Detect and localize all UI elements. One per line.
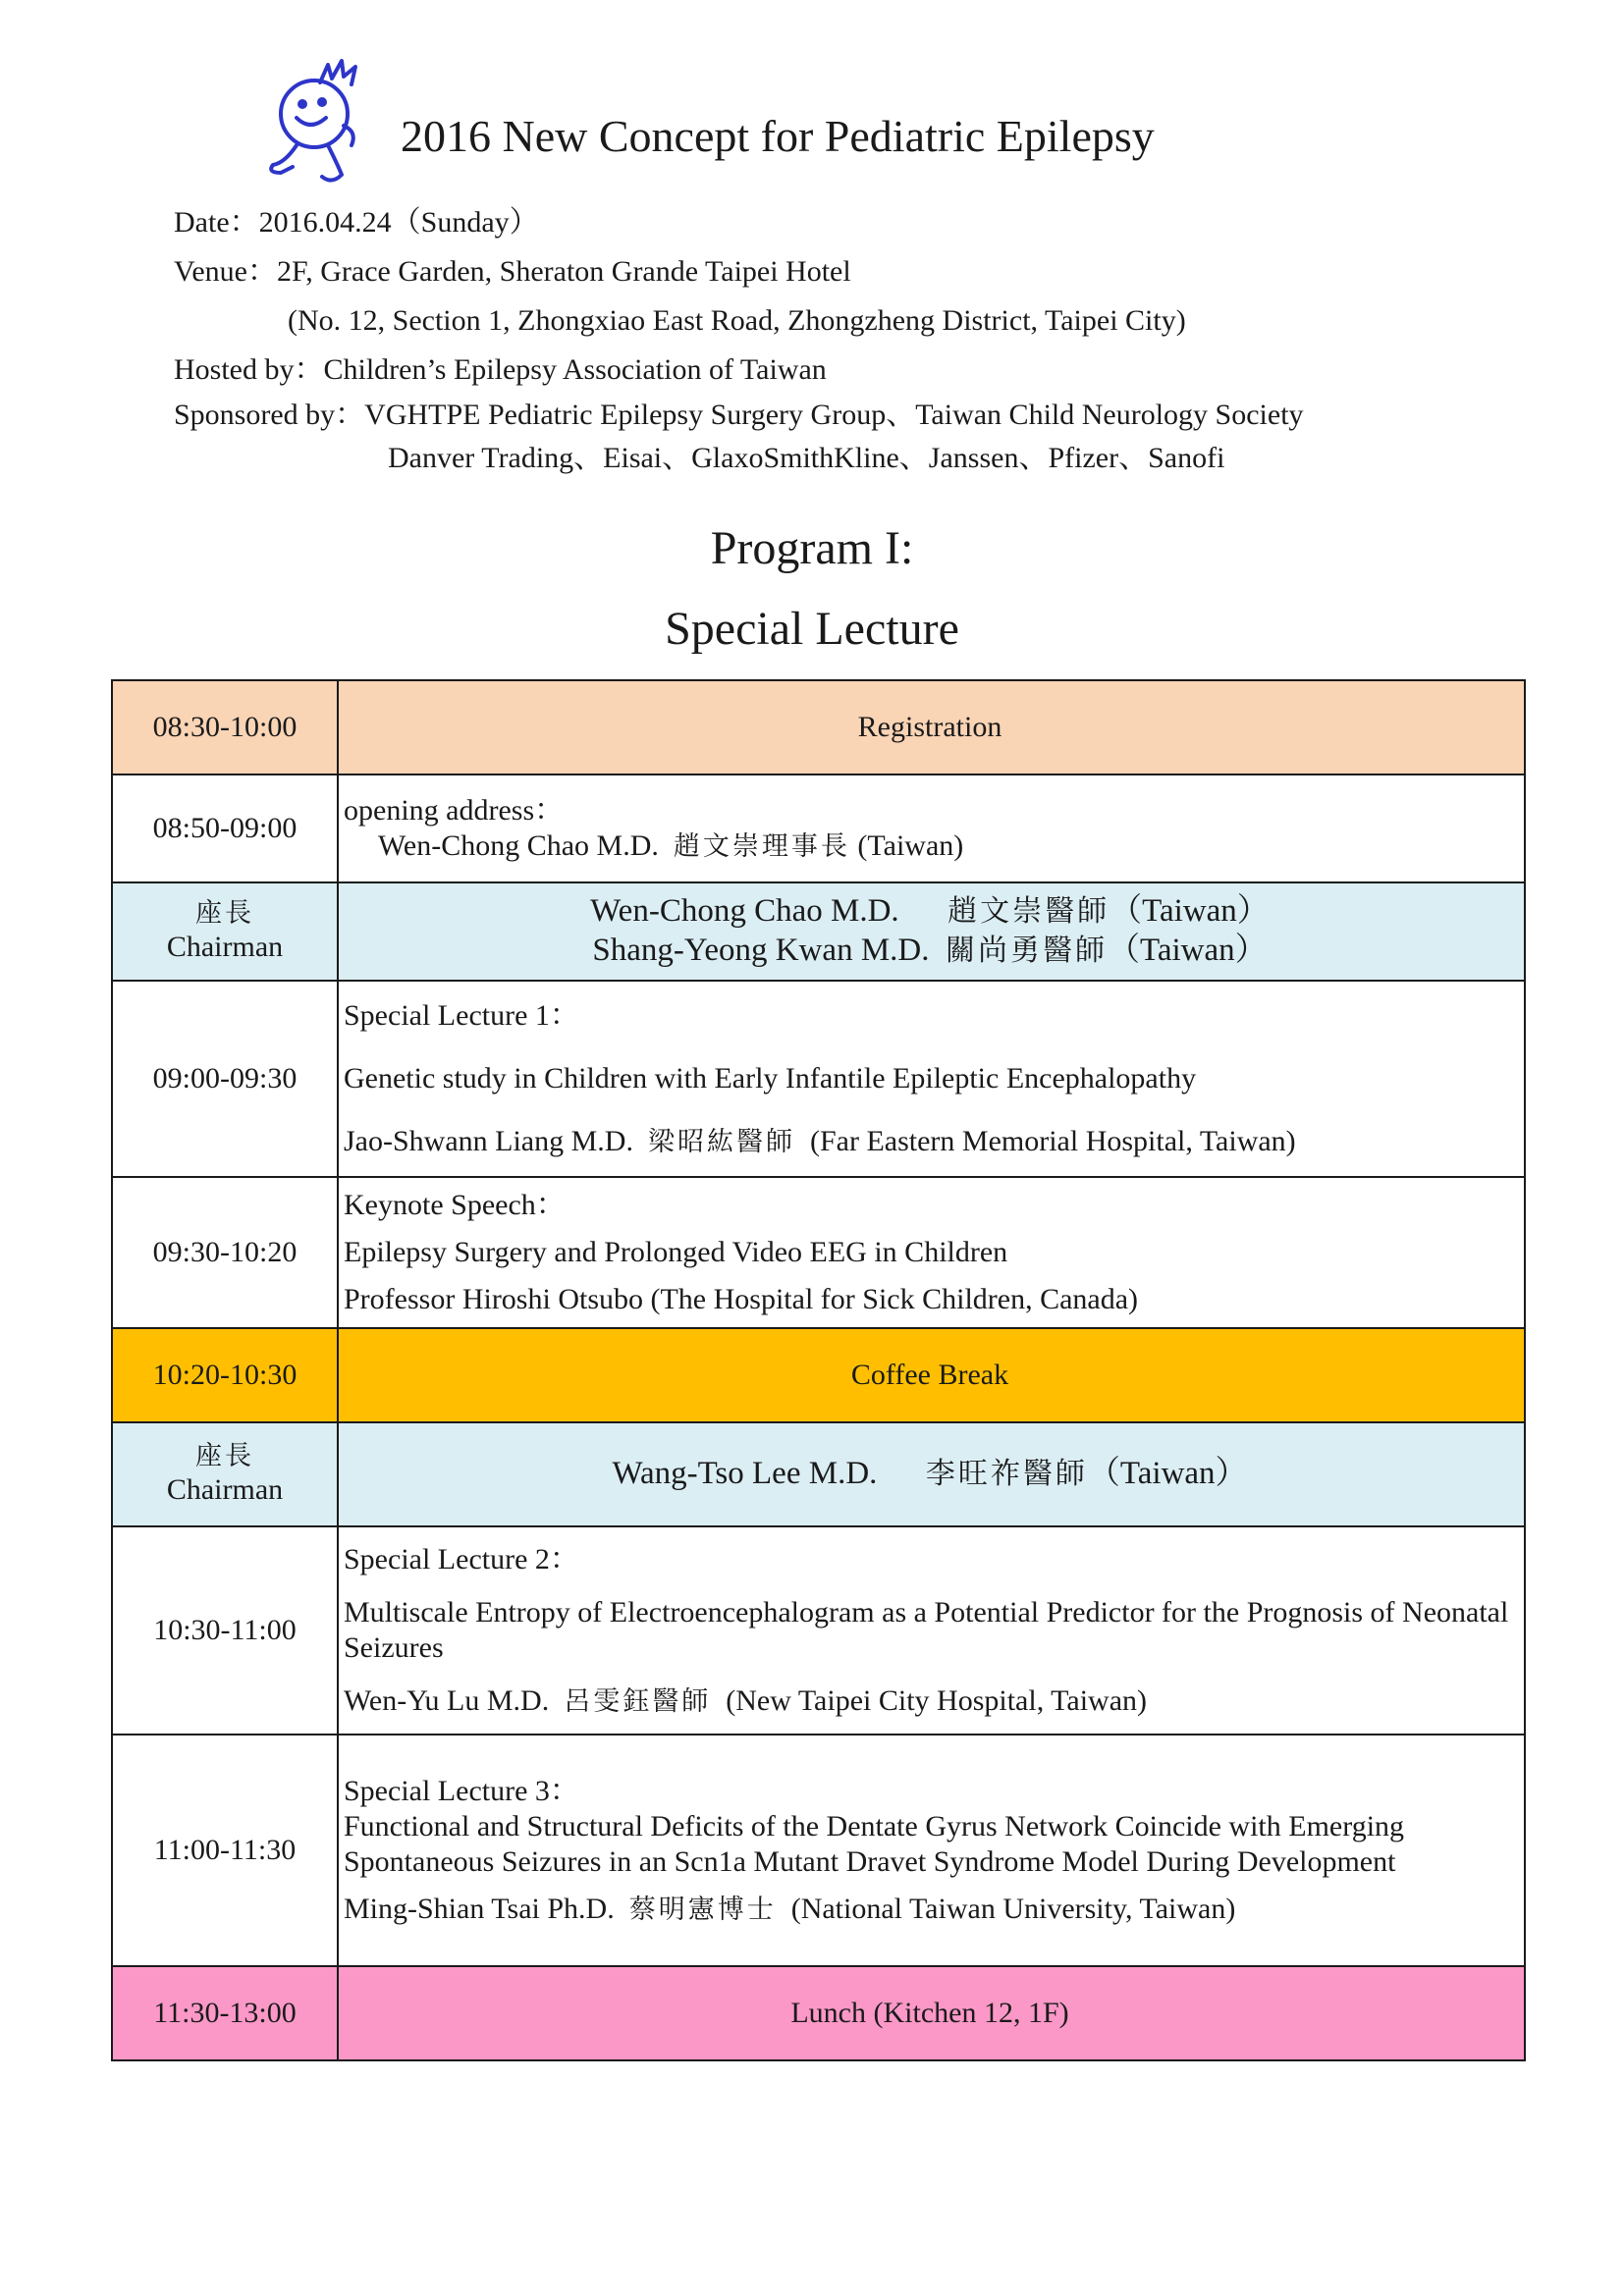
opening-speaker [344,828,1516,864]
table-row-lecture-3 [112,1735,1525,1966]
speaker-name: Wen-Yu Lu M.D. [344,1684,550,1717]
lecture-title: Multiscale Entropy of Electroencephalogram as a Potential Predictor for the Prognosis of Neonatal Seizures [344,1596,1509,1664]
speaker-name-zh: 呂雯鈺醫師 [564,1686,712,1717]
chairman-label-cell [112,882,338,981]
speaker-affiliation: (National Taiwan University, Taiwan) [790,1893,1236,1925]
chairman-label-cell [112,1422,338,1526]
time-cell: 10:20-10:30 [112,1328,338,1422]
chairman-name: Shang-Yeong Kwan M.D. [592,933,930,968]
keynote-cell [338,1177,1525,1328]
table-row-chairman-2 [112,1422,1525,1526]
time-cell: 09:30-10:20 [112,1177,338,1328]
table-row-lecture-2 [112,1526,1525,1735]
opening-cell [338,774,1525,882]
registration-label: Registration [338,680,1525,774]
chairman-names [338,1422,1525,1526]
chairman-affiliation: （Taiwan） [1087,1456,1248,1492]
hosted-by: Hosted by：Children’s Epilepsy Association of Taiwan [174,353,827,386]
chairman-label: Chairman [166,931,284,964]
lecture-label: Special Lecture 2： [344,1543,579,1575]
chairman-label-zh: 座長 [195,1440,254,1471]
table-row-lecture-1 [112,981,1525,1177]
speaker-name: Jao-Shwann Liang M.D. [344,1124,633,1157]
speaker-name-zh: 趙文崇理事長 [673,831,850,862]
event-address: (No. 12, Section 1, Zhongxiao East Road, Zhongzheng District, Taipei City) [288,304,1186,337]
time-cell: 08:50-09:00 [112,774,338,882]
lunch-label: Lunch (Kitchen 12, 1F) [338,1966,1525,2060]
lecture-3-cell [338,1735,1525,1966]
chairman-1 [344,892,1516,932]
lecture-title: Functional and Structural Deficits of the Dentate Gyrus Network Coincide with Emerging Spontaneous Seizures in an Scn1a Mutant Dravet Syndrome Model During Development [344,1810,1405,1878]
lecture-1-cell [338,981,1525,1177]
program-title: Program I: [710,522,914,574]
chairman-name: Wang-Tso Lee M.D. [612,1456,878,1492]
event-date: Date：2016.04.24（Sunday） [174,206,539,239]
lecture-speaker [344,1110,1516,1174]
keynote-speaker: Professor Hiroshi Otsubo (The Hospital for Sick Children, Canada) [344,1283,1139,1315]
speaker-name: Ming-Shian Tsai Ph.D. [344,1893,615,1925]
time-cell: 11:00-11:30 [112,1735,338,1966]
time-cell: 09:00-09:30 [112,981,338,1177]
chairman-name-zh: 關尚勇醫師 [946,934,1108,968]
table-row-chairman-1 [112,882,1525,981]
time-cell: 08:30-10:00 [112,680,338,774]
chairman-name-zh: 李旺祚醫師 [925,1457,1088,1492]
sponsored-by: Sponsored by：VGHTPE Pediatric Epilepsy Surgery Group、Taiwan Child Neurology Society [174,399,1304,431]
table-row-registration [112,680,1525,774]
lecture-title: Genetic study in Children with Early Infantile Epileptic Encephalopathy [344,1061,1197,1095]
table-row-opening [112,774,1525,882]
coffee-break-label: Coffee Break [338,1328,1525,1422]
chairman-name-zh: 趙文崇醫師 [947,894,1110,930]
program-subtitle: Special Lecture [665,603,959,655]
chairman-label-zh: 座長 [195,897,254,929]
chairman-name: Wen-Chong Chao M.D. [590,893,899,930]
sponsors-continued: Danver Trading、Eisai、GlaxoSmithKline、Janssen、Pfizer、Sanofi [388,442,1225,474]
chairman-names [338,882,1525,981]
speaker-affiliation: (Far Eastern Memorial Hospital, Taiwan) [809,1124,1296,1157]
speaker-name: Wen-Chong Chao M.D. [378,829,659,862]
chairman-label: Chairman [166,1473,284,1507]
speaker-affiliation: (Taiwan) [857,829,964,862]
opening-label: opening address： [344,794,565,827]
lecture-speaker [344,1683,1516,1719]
association-logo [263,57,371,187]
keynote-title: Epilepsy Surgery and Prolonged Video EEG in Children [344,1236,1008,1268]
lecture-speaker [344,1892,1516,1927]
event-venue: Venue：2F, Grace Garden, Sheraton Grande Taipei Hotel [174,255,851,288]
lecture-label: Special Lecture 1： [344,998,579,1032]
time-cell: 11:30-13:00 [112,1966,338,2060]
chairman-affiliation: （Taiwan） [1108,933,1268,968]
document-title: 2016 New Concept for Pediatric Epilepsy [401,111,1155,161]
table-row-lunch [112,1966,1525,2060]
chairman-2 [344,932,1516,971]
schedule-table [111,679,1526,2061]
table-row-keynote [112,1177,1525,1328]
lecture-label: Special Lecture 3： [344,1775,579,1807]
speaker-name-zh: 梁昭紘醫師 [647,1126,795,1157]
speaker-name-zh: 蔡明憲博士 [628,1895,777,1925]
time-cell: 10:30-11:00 [112,1526,338,1735]
lecture-2-cell [338,1526,1525,1735]
speaker-affiliation: (New Taipei City Hospital, Taiwan) [726,1684,1148,1717]
table-row-coffee-break [112,1328,1525,1422]
keynote-label: Keynote Speech： [344,1189,566,1221]
chairman-affiliation: （Taiwan） [1110,893,1270,930]
